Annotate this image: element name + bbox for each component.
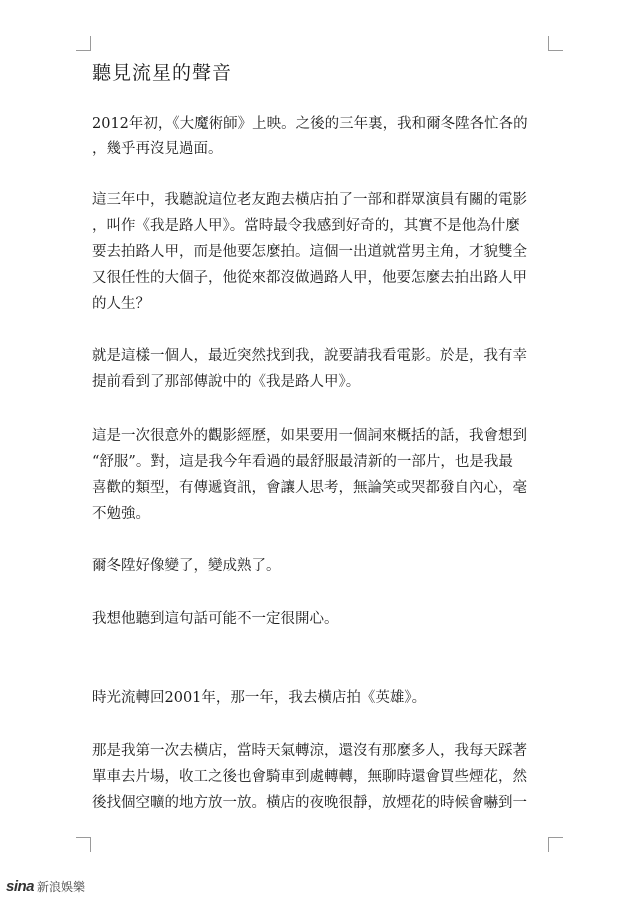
crop-mark-bottom-right: [548, 837, 563, 852]
paragraph-5-line-1: 爾冬陞好像變了，變成熟了。: [92, 558, 281, 574]
paragraph-4-line-3: 喜歡的類型，有傳遞資訊，會讓人思考，無論笑或哭都發自內心，毫: [92, 480, 527, 496]
sina-watermark: [6, 878, 85, 895]
paragraph-3-line-2: 提前看到了那部傳說中的《我是路人甲》。: [92, 374, 361, 390]
paragraph-3-line-1: 就是這樣一個人，最近突然找到我，說要請我看電影。於是，我有幸: [92, 348, 527, 364]
paragraph-8-line-3: 後找個空曠的地方放一放。橫店的夜晚很靜，放煙花的時候會嚇到一: [92, 795, 527, 811]
crop-mark-top-right: [548, 36, 563, 51]
paragraph-4-line-2: “舒服”。對，這是我今年看過的最舒服最清新的一部片，也是我最: [92, 454, 513, 470]
paragraph-2-line-2: ，叫作《我是路人甲》。當時最令我感到好奇的，其實不是他為什麼: [92, 218, 520, 234]
paragraph-2-line-5: 的人生？: [92, 296, 150, 312]
crop-mark-bottom-left: [76, 837, 91, 852]
crop-mark-top-left: [76, 36, 91, 51]
sina-logo-icon: sina: [6, 878, 35, 895]
paragraph-2-line-1: 這三年中，我聽說這位老友跑去橫店拍了一部和群眾演員有關的電影: [92, 192, 527, 208]
paragraph-4-line-1: 這是一次很意外的觀影經歷，如果要用一個詞來概括的話，我會想到: [92, 428, 527, 444]
paragraph-2-line-4: 又很任性的大個子，他從來都沒做過路人甲，他要怎麼去拍出路人甲: [92, 270, 527, 286]
paragraph-8-line-1: 那是我第一次去橫店，當時天氣轉涼，還沒有那麼多人，我每天踩著: [92, 743, 527, 759]
paragraph-6-line-1: 我想他聽到這句話可能不一定很開心。: [92, 611, 339, 627]
paragraph-4-line-4: 不勉強。: [92, 506, 150, 522]
watermark-text: 新浪娛樂: [37, 880, 86, 894]
paragraph-1-line-1: 2012年初，《大魔術師》上映。之後的三年裏，我和爾冬陞各忙各的: [92, 116, 528, 132]
document-title: 聽見流星的聲音: [92, 62, 233, 84]
paragraph-8-line-2: 單車去片場，收工之後也會騎車到處轉轉，無聊時還會買些煙花，然: [92, 769, 527, 785]
paragraph-2-line-3: 要去拍路人甲，而是他要怎麼拍。這個一出道就當男主角，才貌雙全: [92, 244, 527, 260]
paragraph-1-line-2: ，幾乎再沒見過面。: [92, 141, 223, 157]
paragraph-7-line-1: 時光流轉回2001年，那一年，我去橫店拍《英雄》。: [92, 690, 427, 706]
